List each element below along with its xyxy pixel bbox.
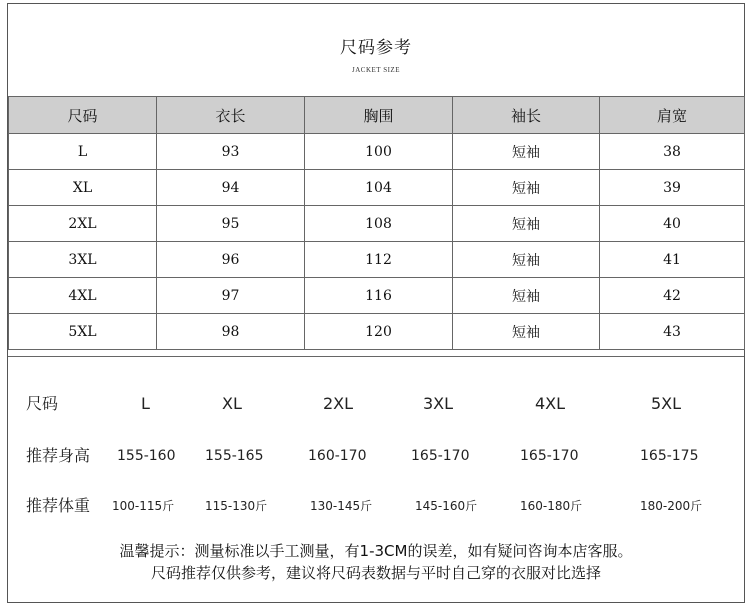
size-value: L (141, 394, 150, 413)
cell-size: 2XL (9, 206, 157, 242)
cell-shoulder: 40 (600, 206, 745, 242)
cell-sleeve: 短袖 (453, 206, 600, 242)
size-value: 5XL (651, 394, 682, 413)
recommendation-section (8, 356, 744, 603)
table-row (9, 170, 745, 206)
column-header-shoulder: 肩宽 (600, 97, 745, 134)
height-value: 160-170 (308, 448, 367, 464)
table-row (9, 314, 745, 350)
cell-shoulder: 39 (600, 170, 745, 206)
column-header-chest: 胸围 (305, 97, 453, 134)
weight-value: 115-130斤 (205, 499, 268, 513)
chart-subtitle: JACKET SIZE (352, 66, 400, 74)
measurement-note: 温馨提示：测量标准以手工测量，有1-3CM的误差，如有疑问咨询本店客服。 (119, 542, 633, 560)
weight-value: 130-145斤 (310, 499, 373, 513)
title-block (8, 4, 744, 96)
column-header-length: 衣长 (157, 97, 305, 134)
column-header-size: 尺码 (9, 97, 157, 134)
cell-sleeve: 短袖 (453, 278, 600, 314)
table-header-row (9, 97, 745, 134)
size-row (8, 389, 744, 419)
size-value: 3XL (423, 394, 454, 413)
weight-value: 145-160斤 (415, 499, 478, 513)
cell-sleeve: 短袖 (453, 134, 600, 170)
cell-length: 96 (157, 242, 305, 278)
height-value: 165-170 (411, 448, 470, 464)
cell-shoulder: 38 (600, 134, 745, 170)
height-value: 165-175 (640, 448, 699, 464)
cell-chest: 112 (305, 242, 453, 278)
cell-chest: 116 (305, 278, 453, 314)
table-row (9, 278, 745, 314)
cell-chest: 104 (305, 170, 453, 206)
cell-length: 93 (157, 134, 305, 170)
cell-size: 5XL (9, 314, 157, 350)
cell-shoulder: 42 (600, 278, 745, 314)
size-table (8, 96, 745, 350)
cell-size: XL (9, 170, 157, 206)
weight-value: 160-180斤 (520, 499, 583, 513)
cell-chest: 120 (305, 314, 453, 350)
size-value: 4XL (535, 394, 566, 413)
cell-length: 97 (157, 278, 305, 314)
height-row-label: 推荐身高 (26, 446, 91, 465)
cell-sleeve: 短袖 (453, 170, 600, 206)
cell-length: 95 (157, 206, 305, 242)
recommendation-note: 尺码推荐仅供参考，建议将尺码表数据与平时自己穿的衣服对比选择 (150, 564, 601, 582)
table-row (9, 242, 745, 278)
weight-row-label: 推荐体重 (26, 496, 91, 515)
cell-length: 94 (157, 170, 305, 206)
column-header-sleeve: 袖长 (453, 97, 600, 134)
cell-size: 4XL (9, 278, 157, 314)
size-value: XL (222, 394, 242, 413)
weight-value: 180-200斤 (640, 499, 703, 513)
cell-chest: 100 (305, 134, 453, 170)
cell-chest: 108 (305, 206, 453, 242)
cell-size: L (9, 134, 157, 170)
weight-value: 100-115斤 (112, 499, 175, 513)
height-value: 155-160 (117, 448, 176, 464)
cell-length: 98 (157, 314, 305, 350)
height-value: 165-170 (520, 448, 579, 464)
weight-row (8, 491, 744, 521)
cell-shoulder: 41 (600, 242, 745, 278)
height-row (8, 441, 744, 471)
cell-shoulder: 43 (600, 314, 745, 350)
table-row (9, 134, 745, 170)
cell-sleeve: 短袖 (453, 242, 600, 278)
size-value: 2XL (323, 394, 354, 413)
cell-sleeve: 短袖 (453, 314, 600, 350)
size-row-label: 尺码 (26, 394, 59, 413)
cell-size: 3XL (9, 242, 157, 278)
size-chart-card (7, 3, 745, 603)
height-value: 155-165 (205, 448, 264, 464)
table-row (9, 206, 745, 242)
chart-title: 尺码参考 (340, 38, 412, 58)
